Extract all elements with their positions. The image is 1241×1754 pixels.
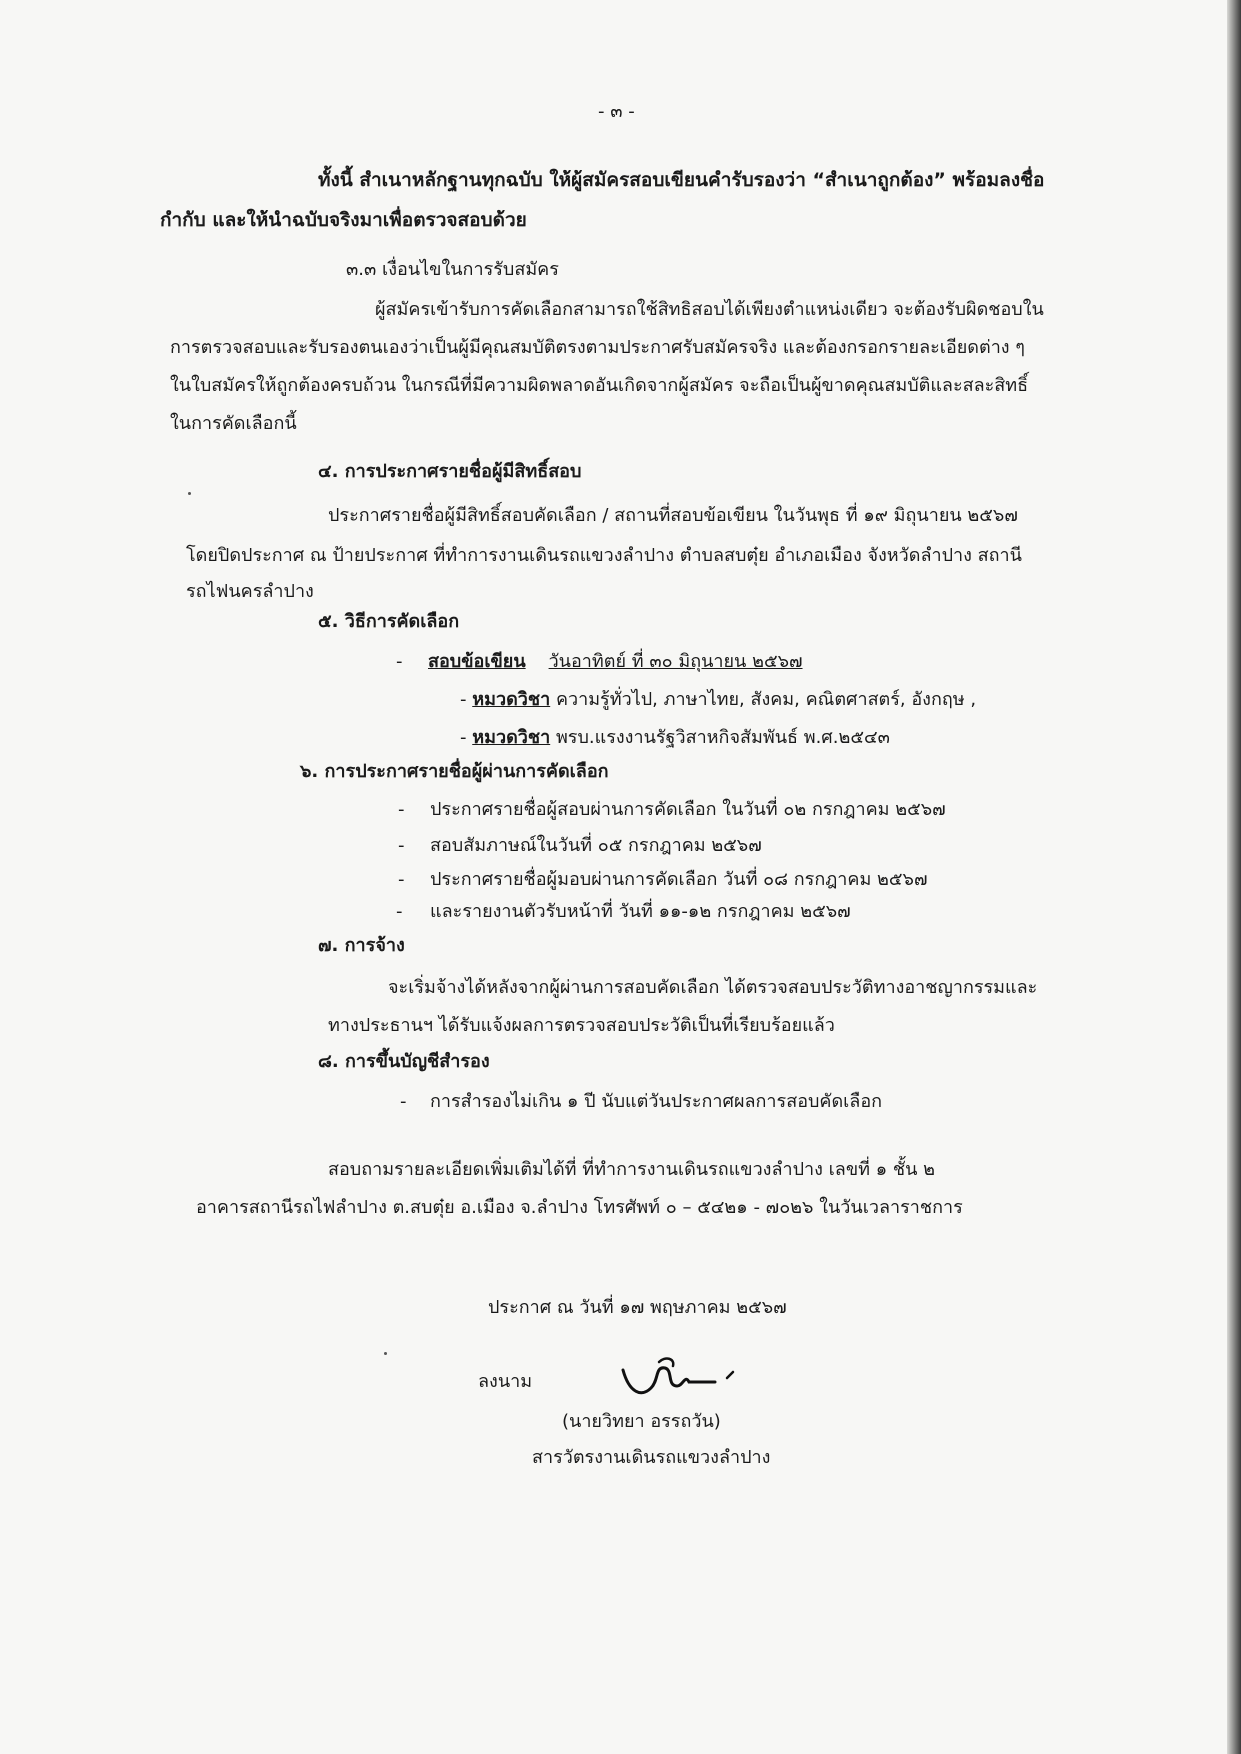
bullet-dash: - — [396, 901, 403, 922]
section-6-item-4: และรายงานตัวรับหน้าที่ วันที่ ๑๑-๑๒ กรกฎาคม ๒๕๖๗ — [430, 901, 851, 922]
section-4-heading: ๔. การประกาศรายชื่อผู้มีสิทธิ์สอบ — [318, 461, 582, 482]
scan-speck — [188, 492, 191, 495]
section-3-3-para-3: ในใบสมัครให้ถูกต้องครบถ้วน ในกรณีที่มีความผิดพลาดอันเกิดจากผู้สมัคร จะถือเป็นผู้ขาดคุณสมบัติและสละสิทธิ์ — [170, 375, 1029, 396]
subject-2: พรบ.แรงงานรัฐวิสาหกิจสัมพันธ์ พ.ศ.๒๕๔๓ — [555, 727, 890, 748]
subject-label-2: หมวดวิชา — [472, 727, 551, 748]
bullet-dash: - — [398, 835, 405, 856]
intro-line-1: ทั้งนี้ สำเนาหลักฐานทุกฉบับ ให้ผู้สมัครสอบเขียนคำรับรองว่า “สำเนาถูกต้อง” พร้อมลงชื่อ — [318, 169, 1045, 191]
signer-title: สารวัตรงานเดินรถแขวงลำปาง — [532, 1447, 771, 1468]
signature-label: ลงนาม — [478, 1371, 533, 1392]
bullet-dash: - — [398, 799, 405, 820]
bullet-dash: - — [400, 1091, 407, 1112]
exam-label: สอบข้อเขียน — [428, 651, 526, 672]
subject-line-1: - หมวดวิชา ความรู้ทั่วไป, ภาษาไทย, สังคม, คณิตศาสตร์, อังกฤษ , — [460, 689, 977, 710]
scan-edge-shadow — [1227, 0, 1241, 1754]
section-3-3-para-2: การตรวจสอบและรับรองตนเองว่าเป็นผู้มีคุณสมบัติตรงตามประกาศรับสมัครจริง และต้องกรอกรายละเอียดต่าง ๆ — [170, 337, 1025, 358]
section-5-heading: ๕. วิธีการคัดเลือก — [318, 611, 460, 632]
section-6-item-2: สอบสัมภาษณ์ในวันที่ ๐๕ กรกฎาคม ๒๕๖๗ — [430, 835, 762, 856]
section-7-para-2: ทางประธานฯ ได้รับแจ้งผลการตรวจสอบประวัติเป็นที่เรียบร้อยแล้ว — [328, 1015, 835, 1036]
section-4-para-1: ประกาศรายชื่อผู้มีสิทธิ์สอบคัดเลือก / สถานที่สอบข้อเขียน ในวันพุธ ที่ ๑๙ มิถุนายน ๒๕๖๗ — [328, 505, 1018, 526]
section-3-3-heading: ๓.๓ เงื่อนไขในการรับสมัคร — [346, 259, 559, 280]
section-3-3-para-1: ผู้สมัครเข้ารับการคัดเลือกสามารถใช้สิทธิสอบได้เพียงตำแหน่งเดียว จะต้องรับผิดชอบใน — [375, 299, 1044, 320]
exam-line — [428, 650, 803, 674]
announce-date: ประกาศ ณ วันที่ ๑๗ พฤษภาคม ๒๕๖๗ — [488, 1297, 787, 1318]
subject-line-2: - หมวดวิชา พรบ.แรงงานรัฐวิสาหกิจสัมพันธ์ พ.ศ.๒๕๔๓ — [460, 727, 890, 748]
section-8-item: การสำรองไม่เกิน ๑ ปี นับแต่วันประกาศผลการสอบคัดเลือก — [430, 1091, 883, 1112]
intro-line-2: กำกับ และให้นำฉบับจริงมาเพื่อตรวจสอบด้วย — [160, 209, 527, 231]
section-8-heading: ๘. การขึ้นบัญชีสำรอง — [318, 1051, 490, 1072]
subject-label-1: หมวดวิชา — [472, 689, 551, 710]
signer-name: (นายวิทยา อรรถวัน) — [562, 1411, 721, 1432]
section-7-para-1: จะเริ่มจ้างได้หลังจากผู้ผ่านการสอบคัดเลือก ได้ตรวจสอบประวัติทางอาชญากรรมและ — [388, 977, 1038, 998]
subject-1: ความรู้ทั่วไป, ภาษาไทย, สังคม, คณิตศาสตร์, อังกฤษ , — [555, 689, 977, 710]
contact-line-2: อาคารสถานีรถไฟลำปาง ต.สบตุ๋ย อ.เมือง จ.ลำปาง โทรศัพท์ ๐ – ๕๔๒๑ - ๗๐๒๖ ในวันเวลาราชการ — [196, 1197, 963, 1218]
section-6-item-3: ประกาศรายชื่อผู้มอบผ่านการคัดเลือก วันที่ ๐๘ กรกฎาคม ๒๕๖๗ — [430, 869, 928, 890]
bullet-dash: - — [398, 869, 405, 890]
exam-date: วันอาทิตย์ ที่ ๓๐ มิถุนายน ๒๕๖๗ — [548, 651, 803, 672]
section-4-para-2: โดยปิดประกาศ ณ ป้ายประกาศ ที่ทำการงานเดินรถแขวงลำปาง ตำบลสบตุ๋ย อำเภอเมือง จังหวัดลำปาง สถานี — [186, 545, 1022, 566]
section-6-heading: ๖. การประกาศรายชื่อผู้ผ่านการคัดเลือก — [300, 761, 609, 782]
section-7-heading: ๗. การจ้าง — [318, 935, 405, 956]
section-4-para-3: รถไฟนครลำปาง — [186, 581, 314, 602]
bullet-dash: - — [396, 651, 403, 672]
handwritten-signature — [615, 1352, 745, 1412]
scan-speck — [384, 1352, 387, 1355]
section-6-item-1: ประกาศรายชื่อผู้สอบผ่านการคัดเลือก ในวันที่ ๐๒ กรกฎาคม ๒๕๖๗ — [430, 799, 946, 820]
page-number: - ๓ - — [598, 101, 635, 122]
section-3-3-para-4: ในการคัดเลือกนี้ — [170, 413, 297, 434]
contact-line-1: สอบถามรายละเอียดเพิ่มเติมได้ที่ ที่ทำการงานเดินรถแขวงลำปาง เลขที่ ๑ ชั้น ๒ — [328, 1159, 935, 1180]
